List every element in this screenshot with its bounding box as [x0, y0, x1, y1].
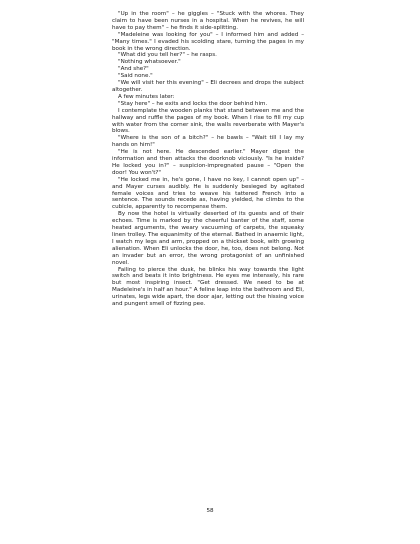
paragraph: "Where is the son of a bitch?" – he bawls – "Wait till I lay my hands on him!" — [112, 135, 304, 149]
paragraph: By now the hotel is virtually deserted of its guests and of their echoes. Time is marked by the cheerful banter of the staff, some heated arguments, the weary vacuuming of carpets, the squeaky linen trolley. The equanimity of the eternal. Bathed in anaemic light, I watch my legs and arm, propped on a thickset book, with growing alienation. When Eli unlocks the door, he, too, does not belong. Not an invader but an error, the wrong protagonist of an unfinished novel. — [112, 211, 304, 266]
paragraph: "Madeleine was looking for you" – I informed him and added – "Many times." I evaded his scolding stare, turning the pages in my book in the wrong direction. — [112, 31, 304, 52]
paragraph: "What did you tell her?" – he rasps. — [118, 52, 217, 59]
paragraph: "Stay here" – he exits and locks the door behind him. — [118, 100, 268, 107]
paragraph: "Up in the room" – he giggles – "Stuck with the whores. They claim to have been nurses in a hospital. When he revives, he will have to pay them" – he finds it side-splitting. — [112, 11, 304, 31]
page-number: 58 — [206, 508, 214, 514]
paragraph: "And she?" — [118, 66, 149, 73]
paragraph: "Said none." — [118, 73, 153, 80]
paragraph: "He is not here. He descended earlier." Mayer digest the information and then attacks the doorknob viciously. "Is he inside? He locked you in?" – suspicion-impregnated pause – "Open the door! You won't?" — [112, 149, 304, 176]
paragraph: Failing to pierce the dusk, he blinks his way towards the light switch and beats it into brightness. He eyes me intensely, his rare but most inspiring insect. "Get dressed. We need to be at Madeleine's in half an hour." A feline leap into the bathroom and Eli, urinates, legs wide apart, the door ajar, letting out the hissing voice and pungent smell of fizzing pee. — [112, 266, 304, 308]
paragraph: "He locked me in, he's gone, I have no key, I cannot open up" – and Mayer curses audibly. He is suddenly besieged by agitated female voices and tries to weave his tattered French into a sentence. The sounds recede as, having yielded, he climbs to the cubicle, apparently to recompense them. — [112, 176, 304, 211]
paragraph: I contemplate the wooden planks that stand between me and the hallway and ruffle the pages of my book. When I rise to fill my cup with water from the corner sink, the walls reverberate with Mayer's blows. — [112, 107, 304, 135]
body-text — [112, 11, 304, 308]
paragraph: "We will visit her this evening" – Eli decrees and drops the subject altogether. — [112, 80, 304, 93]
paragraph: "Nothing whatsoever." — [118, 59, 181, 66]
paragraph: A few minutes later: — [118, 93, 175, 100]
